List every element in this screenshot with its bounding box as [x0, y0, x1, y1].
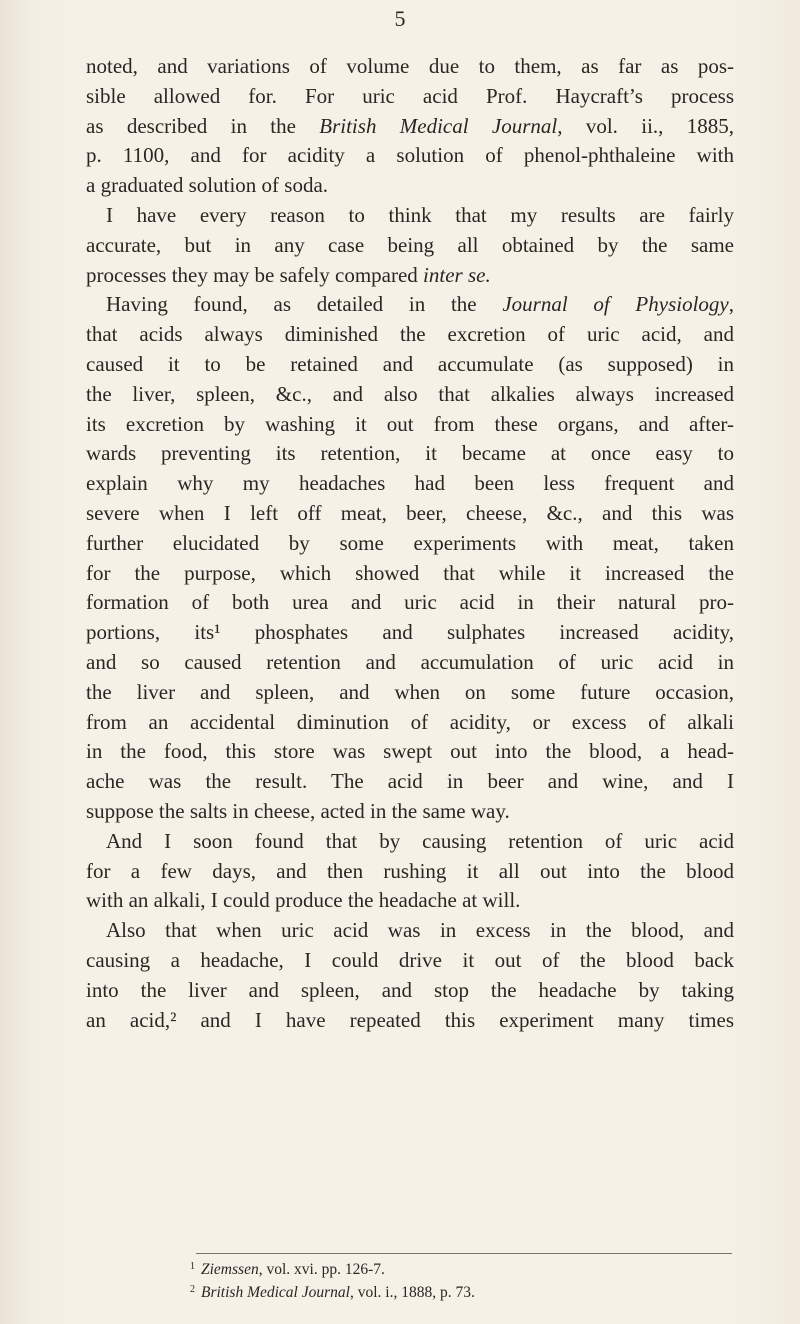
text-line: further elucidated by some experiments with meat, taken [86, 530, 734, 555]
text-line: and so caused retention and accumulation of uric acid in [86, 649, 734, 674]
text-line: sible allowed for. For uric acid Prof. Haycraft’s process [86, 83, 734, 108]
text-line: p. 1100, and for acidity a solution of phenol-phthaleine with [86, 143, 734, 168]
footnote-divider [196, 1253, 732, 1254]
text-line: wards preventing its retention, it became at once easy to [86, 441, 734, 466]
text-line: for the purpose, which showed that while it increased the [86, 560, 734, 585]
text-line: from an accidental diminution of acidity, or excess of alkali [86, 709, 734, 734]
footnote [180, 1257, 740, 1280]
text-line: Also that when uric acid was in excess in the blood, and [106, 918, 734, 943]
text-line: I have every reason to think that my results are fairly [106, 202, 734, 227]
text-line: an acid,² and I have repeated this experiment many times [86, 1007, 734, 1032]
footnote [180, 1280, 740, 1303]
text-line: into the liver and spleen, and stop the headache by taking [86, 977, 734, 1002]
footnote-marker: 2 [190, 1284, 195, 1295]
text-line: Having found, as detailed in the Journal of Physiology, [106, 292, 734, 317]
text-line: the liver and spleen, and when on some future occasion, [86, 679, 734, 704]
text-line: formation of both urea and uric acid in their natural pro- [86, 590, 734, 615]
text-line: causing a headache, I could drive it out of the blood back [86, 947, 734, 972]
text-line: that acids always diminished the excretion of uric acid, and [86, 322, 734, 347]
text-line: accurate, but in any case being all obtained by the same [86, 232, 734, 257]
text-line: suppose the salts in cheese, acted in the same way. [86, 798, 510, 823]
text-line: portions, its¹ phosphates and sulphates increased acidity, [86, 620, 734, 645]
text-line: a graduated solution of soda. [86, 173, 329, 198]
text-line: processes they may be safely compared inter se. [86, 262, 491, 287]
text-line: in the food, this store was swept out into the blood, a head- [86, 739, 734, 764]
page-number: 5 [394, 6, 406, 31]
text-line: severe when I left off meat, beer, cheese, &c., and this was [86, 500, 734, 525]
text-line: for a few days, and then rushing it all out into the blood [86, 858, 734, 883]
text-line: caused it to be retained and accumulate (as supposed) in [86, 351, 734, 376]
text-line: noted, and variations of volume due to them, as far as pos- [86, 54, 734, 78]
footnote-title: Ziemssen [201, 1261, 259, 1278]
text-line: the liver, spleen, &c., and also that alkalies always increased [86, 381, 734, 406]
text-line: explain why my headaches had been less frequent and [86, 471, 734, 496]
footnote-title: British Medical Journal [201, 1284, 350, 1301]
footnote-marker: 1 [190, 1261, 195, 1272]
text-line: And I soon found that by causing retention of uric acid [106, 828, 734, 853]
footnotes [180, 1257, 740, 1303]
text-line: its excretion by washing it out from these organs, and after- [86, 411, 734, 436]
text-line: with an alkali, I could produce the headache at will. [86, 888, 521, 913]
text-line: as described in the British Medical Journal, vol. ii., 1885, [86, 113, 734, 138]
footnote-rest: , vol. xvi. pp. 126-7. [258, 1261, 385, 1278]
footnote-rest: , vol. i., 1888, p. 73. [349, 1284, 475, 1301]
text-line: ache was the result. The acid in beer and wine, and I [86, 769, 734, 794]
body-text [86, 52, 734, 1035]
